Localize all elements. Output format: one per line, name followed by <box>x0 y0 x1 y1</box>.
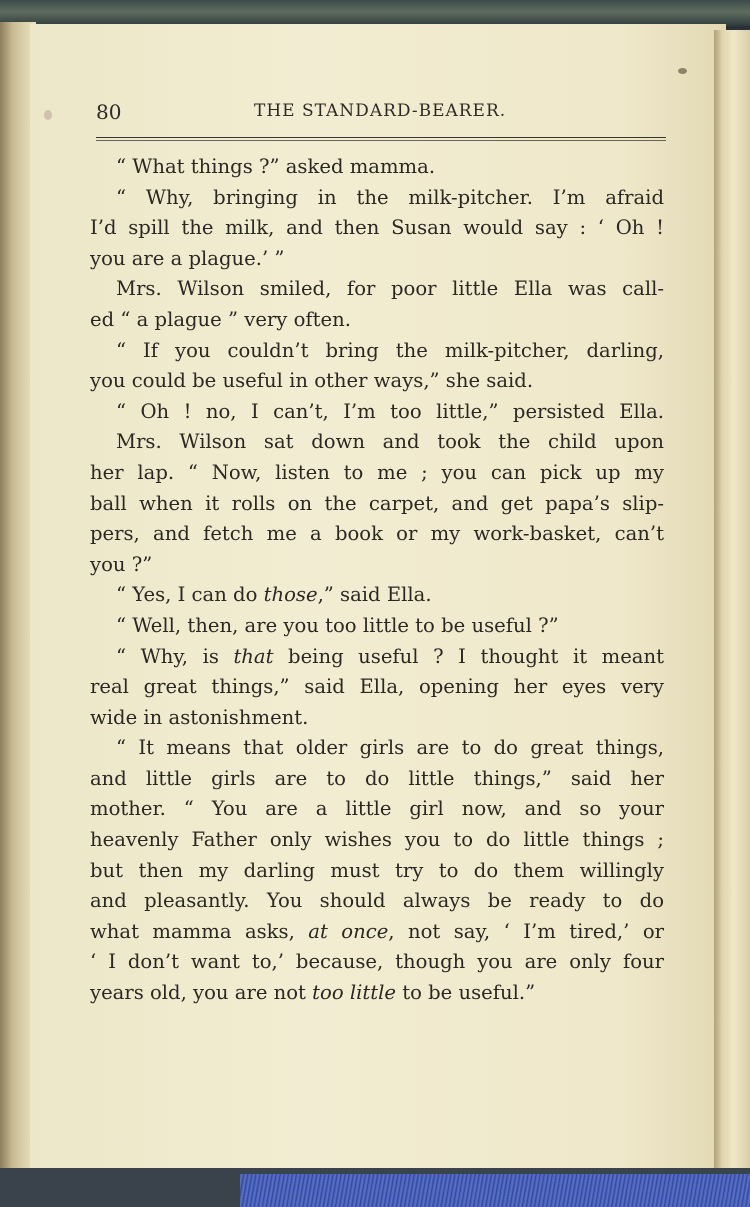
text-segment: Mrs. Wilson sat down and took the child upon <box>116 430 664 454</box>
text-line <box>90 764 664 795</box>
header-rule <box>96 137 666 138</box>
text-segment: you ?” <box>90 552 153 576</box>
text-line <box>90 550 664 581</box>
text-line <box>90 489 664 520</box>
text-segment: ‘ I don’t want to,’ because, though you are only four <box>90 950 664 974</box>
text-segment: mother. “ You are a little girl now, and so your <box>90 797 664 821</box>
text-segment: Mrs. Wilson smiled, for poor little Ella was call- <box>116 277 664 301</box>
text-line <box>90 733 664 764</box>
text-segment: you could be useful in other ways,” she said. <box>90 369 534 393</box>
italic-text: that <box>233 644 274 668</box>
text-line <box>90 978 664 1009</box>
text-line <box>90 672 664 703</box>
gutter-shadow <box>714 30 722 1170</box>
paper-stain <box>44 110 52 120</box>
text-segment: being useful ? I thought it meant <box>273 644 664 668</box>
running-head: THE STANDARD-BEARER. <box>254 101 507 121</box>
text-segment: her lap. “ Now, listen to me ; you can pick up my <box>90 460 664 484</box>
text-line <box>90 580 664 611</box>
text-line <box>90 917 664 948</box>
text-line <box>90 152 664 183</box>
italic-text: too little <box>312 981 397 1005</box>
text-segment: “ Oh ! no, I can’t, I’m too little,” persisted Ella. <box>116 399 664 423</box>
text-segment: you are a plague.’ ” <box>90 246 285 270</box>
ink-spot <box>678 68 687 74</box>
text-segment: “ It means that older girls are to do great things, <box>116 736 664 760</box>
text-line <box>90 397 664 428</box>
text-line <box>90 274 664 305</box>
text-line <box>90 213 664 244</box>
text-segment: but then my darling must try to do them willingly <box>90 858 664 882</box>
text-segment: , not say, ‘ I’m tired,’ or <box>388 919 664 943</box>
text-line <box>90 856 664 887</box>
text-line <box>90 886 664 917</box>
text-line <box>90 336 664 367</box>
text-segment: “ Well, then, are you too little to be useful ?” <box>116 613 559 637</box>
text-segment: and pleasantly. You should always be ready to do <box>90 889 664 913</box>
page-number: 80 <box>96 100 122 124</box>
text-segment: wide in astonishment. <box>90 705 309 729</box>
text-line <box>90 825 664 856</box>
text-line <box>90 427 664 458</box>
text-segment: I’d spill the milk, and then Susan would say : ‘ Oh ! <box>90 216 664 240</box>
text-segment: and little girls are to do little things,” said her <box>90 766 664 790</box>
text-segment: pers, and fetch me a book or my work-basket, can’t <box>90 522 664 546</box>
text-segment: ball when it rolls on the carpet, and get papa’s slip- <box>90 491 664 515</box>
body-text <box>90 152 664 1009</box>
text-line <box>90 642 664 673</box>
text-line <box>90 458 664 489</box>
text-segment: years old, you are not <box>90 981 313 1005</box>
italic-text: at once <box>308 919 389 943</box>
text-line <box>90 794 664 825</box>
text-segment: what mamma asks, <box>90 919 309 943</box>
text-segment: “ Why, is <box>116 644 234 668</box>
text-line <box>90 183 664 214</box>
text-segment: heavenly Father only wishes you to do little things ; <box>90 828 664 852</box>
book-top-edge <box>0 0 750 26</box>
text-segment: “ What things ?” asked mamma. <box>116 155 436 178</box>
text-segment: “ Yes, I can do <box>116 583 264 607</box>
header-rule-secondary <box>96 140 666 141</box>
text-line <box>90 703 664 734</box>
text-line <box>90 244 664 275</box>
text-segment: “ Why, bringing in the milk-pitcher. I’m afraid <box>116 185 664 209</box>
text-segment: to be useful.” <box>396 981 536 1005</box>
text-segment: “ If you couldn’t bring the milk-pitcher, darling, <box>116 338 664 362</box>
italic-text: those <box>263 583 318 607</box>
text-line <box>90 519 664 550</box>
text-line <box>90 947 664 978</box>
cloth-binding-band <box>240 1174 750 1207</box>
text-line <box>90 305 664 336</box>
text-segment: ,” said Ella. <box>317 583 432 607</box>
text-segment: ed “ a plague ” very often. <box>90 307 351 331</box>
text-line <box>90 611 664 642</box>
text-segment: real great things,” said Ella, opening her eyes very <box>90 675 664 699</box>
text-line <box>90 366 664 397</box>
